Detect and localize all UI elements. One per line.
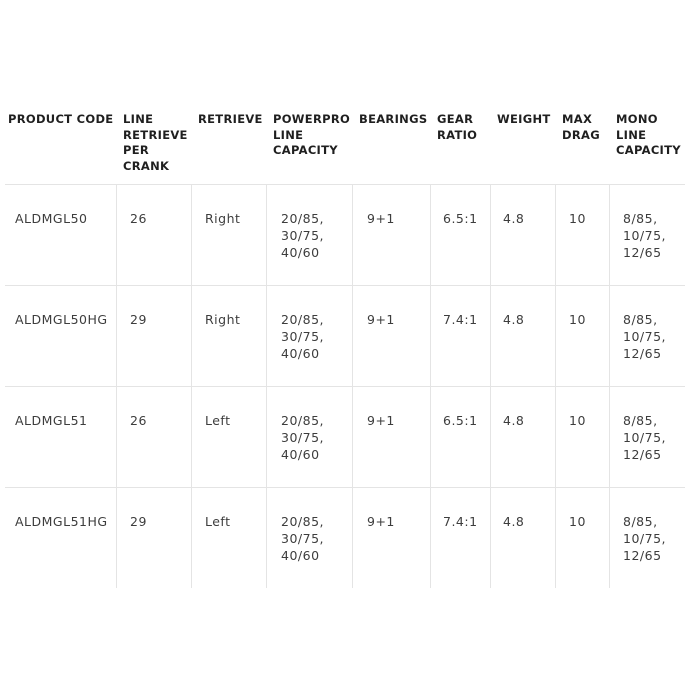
table-cell: Right (205, 211, 241, 226)
row-divider (5, 184, 685, 185)
row-divider (5, 285, 685, 286)
header-weight: WEIGHT (497, 112, 551, 126)
table-cell: ALDMGL50HG (15, 312, 108, 327)
header-gear-ratio: GEAR RATIO (437, 112, 478, 142)
header-retrieve: RETRIEVE (198, 112, 263, 126)
header-max-drag: MAX DRAG (562, 112, 600, 142)
header-line-retrieve: LINE RETRIEVE PER CRANK (123, 112, 188, 173)
table-cell: 20/85, 30/75, 40/60 (281, 413, 324, 462)
table-cell: 29 (130, 312, 147, 327)
table-cell: 9+1 (367, 312, 395, 327)
table-cell: 4.8 (503, 211, 525, 226)
table-cell: 8/85, 10/75, 12/65 (623, 312, 666, 361)
table-cell: Left (205, 514, 231, 529)
table-cell: 8/85, 10/75, 12/65 (623, 211, 666, 260)
table-cell: 8/85, 10/75, 12/65 (623, 514, 666, 563)
column-divider (266, 185, 267, 588)
column-divider (191, 185, 192, 588)
table-cell: 10 (569, 312, 586, 327)
column-divider (430, 185, 431, 588)
table-cell: ALDMGL51HG (15, 514, 108, 529)
header-bearings: BEARINGS (359, 112, 428, 126)
column-divider (609, 185, 610, 588)
table-cell: 9+1 (367, 413, 395, 428)
table-cell: 8/85, 10/75, 12/65 (623, 413, 666, 462)
header-product-code: PRODUCT CODE (8, 112, 114, 126)
row-divider (5, 487, 685, 488)
row-divider (5, 386, 685, 387)
table-cell: 7.4:1 (443, 312, 478, 327)
table-cell: 7.4:1 (443, 514, 478, 529)
table-cell: 4.8 (503, 514, 525, 529)
table-cell: 26 (130, 413, 147, 428)
table-cell: 20/85, 30/75, 40/60 (281, 514, 324, 563)
table-cell: 4.8 (503, 413, 525, 428)
table-cell: 6.5:1 (443, 413, 478, 428)
header-powerpro-capacity: POWERPRO LINE CAPACITY (273, 112, 351, 157)
table-cell: 20/85, 30/75, 40/60 (281, 211, 324, 260)
table-cell: 9+1 (367, 211, 395, 226)
table-cell: ALDMGL51 (15, 413, 88, 428)
table-cell: ALDMGL50 (15, 211, 88, 226)
column-divider (555, 185, 556, 588)
table-cell: 9+1 (367, 514, 395, 529)
table-cell: 29 (130, 514, 147, 529)
table-cell: 6.5:1 (443, 211, 478, 226)
column-divider (352, 185, 353, 588)
header-mono-capacity: MONO LINE CAPACITY (616, 112, 681, 157)
table-cell: 20/85, 30/75, 40/60 (281, 312, 324, 361)
table-cell: 26 (130, 211, 147, 226)
table-cell: Right (205, 312, 241, 327)
column-divider (490, 185, 491, 588)
spec-table (5, 112, 685, 588)
column-divider (116, 185, 117, 588)
table-cell: 10 (569, 514, 586, 529)
table-cell: Left (205, 413, 231, 428)
table-cell: 10 (569, 211, 586, 226)
table-cell: 10 (569, 413, 586, 428)
table-cell: 4.8 (503, 312, 525, 327)
